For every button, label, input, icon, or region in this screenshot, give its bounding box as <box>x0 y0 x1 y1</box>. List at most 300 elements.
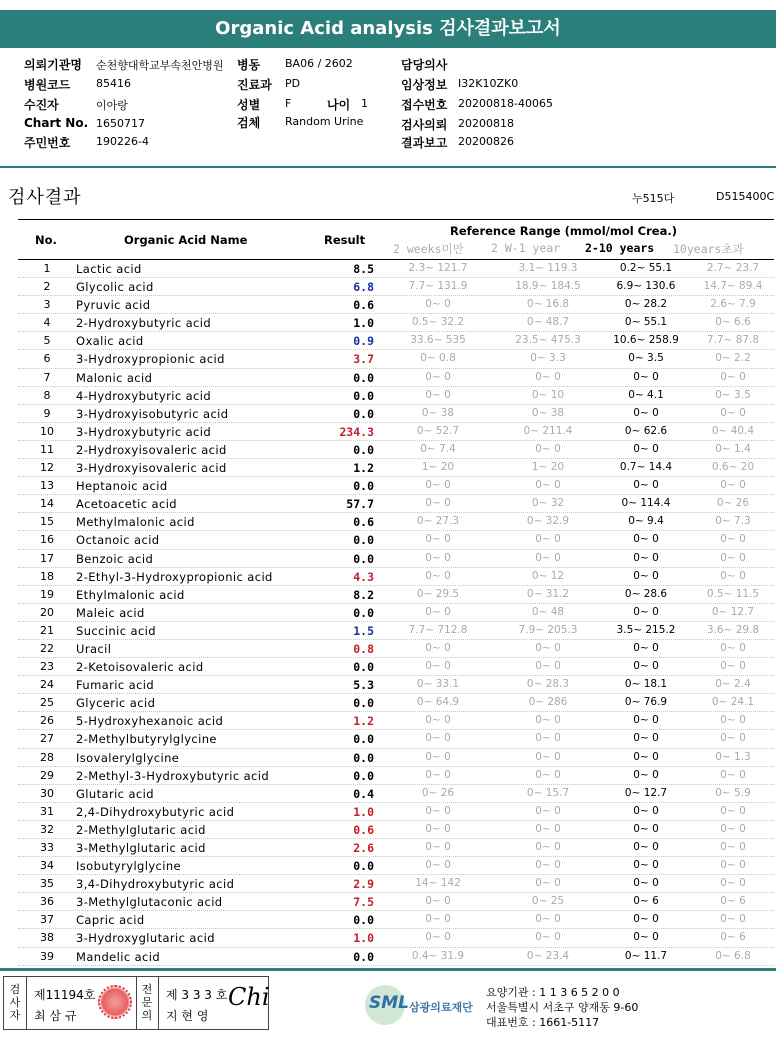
table-row <box>18 477 774 495</box>
tester-label: 검사자 <box>9 983 21 1022</box>
ward-label: 병동 <box>237 58 261 72</box>
table-row <box>18 767 774 785</box>
receipt-label: 접수번호 <box>401 98 448 112</box>
result-value: 2.6 <box>353 841 374 855</box>
ref-under-2w: 0~ 0 <box>425 497 451 510</box>
ref-over-10y: 0~ 3.5 <box>715 388 751 401</box>
row-no: 11 <box>40 442 54 456</box>
ref-2w-1y: 0~ 0 <box>535 859 561 872</box>
ref-under-2w: 33.6~ 535 <box>410 334 466 347</box>
ref-2-10y: 0~ 55.1 <box>624 316 668 329</box>
ref-2-10y: 0~ 0 <box>633 370 659 383</box>
ref-over-10y: 0~ 6.6 <box>715 316 751 329</box>
result-value: 0.0 <box>353 388 374 403</box>
result-value: 1.0 <box>353 931 374 946</box>
table-row <box>18 640 774 658</box>
table-row <box>18 911 774 929</box>
ref-2w-1y: 0~ 3.3 <box>530 352 566 365</box>
ref-2w-1y: 0~ 28.3 <box>526 678 570 691</box>
ref-under-2w: 0~ 0 <box>425 298 451 311</box>
ref-under-2w: 0~ 52.7 <box>416 424 460 437</box>
ref-2-10y: 0~ 114.4 <box>621 497 671 510</box>
col-name: Organic Acid Name <box>124 233 248 247</box>
row-no: 25 <box>40 696 54 710</box>
section-title: 검사결과 <box>8 187 82 208</box>
chart-value: 1650717 <box>96 117 145 130</box>
ref-2w-1y: 0~ 0 <box>535 370 561 383</box>
ref-under-2w: 0~ 29.5 <box>416 587 460 600</box>
patient-value: 이아랑 <box>96 99 128 112</box>
result-value: 234.3 <box>339 424 374 439</box>
acid-name: 2-Methylbutyrylglycine <box>76 732 217 747</box>
ref-under-2w: 0~ 0 <box>425 859 451 872</box>
official-seal <box>98 985 132 1019</box>
row-no: 32 <box>40 822 54 836</box>
ref-under-2w: 0~ 0 <box>425 533 451 546</box>
row-no: 23 <box>40 660 54 674</box>
result-value: 0.6 <box>353 515 374 530</box>
acid-name: 4-Hydroxybutyric acid <box>76 388 212 403</box>
row-no: 24 <box>40 678 54 692</box>
header-divider <box>0 166 776 168</box>
report-value: 20200826 <box>458 135 514 148</box>
table-row <box>18 803 774 821</box>
ref-2w-1y: 0~ 32 <box>531 497 565 510</box>
table-row <box>18 857 774 875</box>
acid-name: Mandelic acid <box>76 949 161 964</box>
table-row <box>18 568 774 586</box>
table-row <box>18 387 774 405</box>
ref-2-10y: 0~ 0 <box>633 877 659 890</box>
age-label: 나이 <box>327 98 351 112</box>
acid-name: 3-Methylglutaric acid <box>76 841 206 855</box>
ref-2-10y: 0~ 28.2 <box>624 298 668 311</box>
row-no: 28 <box>40 750 54 764</box>
result-value: 8.2 <box>353 587 374 602</box>
ref-over-10y: 0~ 0 <box>720 533 746 546</box>
table-row <box>18 694 774 712</box>
ref-2-10y: 0~ 0 <box>633 569 659 582</box>
row-no: 9 <box>43 406 51 420</box>
row-no: 18 <box>40 569 54 583</box>
table-row <box>18 531 774 549</box>
acid-name: Acetoacetic acid <box>76 497 177 512</box>
ref-2-10y: 3.5~ 215.2 <box>616 623 676 636</box>
ref-2w-1y: 0~ 0 <box>535 750 561 763</box>
ref-under-2w: 0~ 0 <box>425 605 451 618</box>
ref-over-10y: 0~ 0 <box>720 804 746 817</box>
result-value: 0.9 <box>353 334 374 349</box>
row-no: 17 <box>40 551 54 565</box>
acid-name: 3-Methylglutaconic acid <box>76 895 223 910</box>
row-no: 2 <box>43 280 51 294</box>
ref-under-2w: 7.7~ 131.9 <box>408 280 468 293</box>
ref-2-10y: 0~ 0 <box>633 750 659 763</box>
row-no: 21 <box>40 623 54 637</box>
table-row <box>18 730 774 748</box>
ref-under-2w: 14~ 142 <box>415 877 461 890</box>
ref-2-10y: 0~ 12.7 <box>624 786 668 799</box>
result-value: 1.0 <box>353 316 374 331</box>
result-value: 0.0 <box>353 605 374 620</box>
ref-over-10y: 0~ 1.4 <box>715 442 751 455</box>
result-value: 0.0 <box>353 750 374 765</box>
col-ref-4: 10years초과 <box>673 242 744 256</box>
table-row <box>18 423 774 441</box>
patient-label: 수진자 <box>24 98 59 112</box>
row-no: 39 <box>40 949 54 963</box>
ref-over-10y: 0.6~ 20 <box>711 461 755 474</box>
result-value: 5.3 <box>353 678 374 693</box>
specialist-name: 지 현 영 <box>166 1009 209 1023</box>
clinical-label: 임상정보 <box>401 78 448 92</box>
sig-divider <box>158 977 159 1029</box>
ref-over-10y: 0~ 0 <box>720 714 746 727</box>
hospital-code-label: 병원코드 <box>24 78 71 92</box>
tester-no: 제11194호 <box>34 988 96 1002</box>
ref-2w-1y: 0~ 25 <box>531 895 565 908</box>
footer-divider <box>0 968 776 971</box>
ref-2-10y: 0~ 0 <box>633 660 659 673</box>
ref-2w-1y: 0~ 0 <box>535 768 561 781</box>
ref-2-10y: 0~ 0 <box>633 841 659 853</box>
ref-2w-1y: 18.9~ 184.5 <box>515 280 581 293</box>
row-no: 3 <box>43 298 51 312</box>
ref-2-10y: 0~ 0 <box>633 533 659 546</box>
table-row <box>18 893 774 911</box>
ref-over-10y: 2.6~ 7.9 <box>710 298 756 311</box>
result-value: 0.0 <box>353 479 374 494</box>
table-row <box>18 260 774 278</box>
ref-2w-1y: 0~ 0 <box>535 533 561 546</box>
acid-name: 2-Ethyl-3-Hydroxypropionic acid <box>76 569 273 584</box>
ref-over-10y: 0~ 0 <box>720 859 746 872</box>
acid-name: Pyruvic acid <box>76 298 151 313</box>
table-row <box>18 622 774 640</box>
sex-value: F <box>285 97 292 110</box>
phone: 대표번호 : 1661-5117 <box>486 1016 600 1029</box>
specialist-no: 제 3 3 3 호 <box>166 988 228 1002</box>
row-no: 16 <box>40 533 54 547</box>
ref-over-10y: 0~ 24.1 <box>711 696 755 709</box>
acid-name: Malonic acid <box>76 370 153 385</box>
ref-over-10y: 0~ 0 <box>720 406 746 419</box>
ref-2w-1y: 0~ 48 <box>531 605 565 618</box>
row-no: 20 <box>40 605 54 619</box>
row-no: 29 <box>40 768 54 782</box>
acid-name: 3-Hydroxyglutaric acid <box>76 931 215 946</box>
resident-value: 190226-4 <box>96 135 149 148</box>
result-value: 0.0 <box>353 406 374 421</box>
ref-2w-1y: 0~ 23.4 <box>526 949 570 962</box>
clinical-value: I32K10ZK0 <box>458 77 519 90</box>
ref-2-10y: 0~ 0 <box>633 442 659 455</box>
ref-over-10y: 0~ 0 <box>720 913 746 926</box>
result-value: 0.0 <box>353 913 374 928</box>
logo-text: SML <box>369 993 409 1013</box>
row-no: 37 <box>40 913 54 927</box>
acid-name: Isovalerylglycine <box>76 750 180 765</box>
ref-under-2w: 0~ 0 <box>425 931 451 944</box>
acid-name: Maleic acid <box>76 605 145 620</box>
acid-name: Lactic acid <box>76 262 142 276</box>
ref-over-10y: 0~ 2.2 <box>715 352 751 365</box>
table-row <box>18 785 774 803</box>
ref-2w-1y: 0~ 0 <box>535 841 561 853</box>
table-row <box>18 278 774 296</box>
report-title: Organic Acid analysis 검사결과보고서 <box>0 10 776 48</box>
ref-2w-1y: 0~ 0 <box>535 804 561 817</box>
row-no: 14 <box>40 497 54 511</box>
table-row <box>18 405 774 423</box>
acid-name: Heptanoic acid <box>76 479 168 494</box>
table-row <box>18 495 774 513</box>
ref-over-10y: 0~ 0 <box>720 641 746 654</box>
ref-under-2w: 0~ 0 <box>425 714 451 727</box>
ref-under-2w: 0~ 0 <box>425 660 451 673</box>
row-no: 13 <box>40 479 54 493</box>
table-row <box>18 369 774 387</box>
col-ref-3: 2-10 years <box>585 241 655 255</box>
ref-2-10y: 0~ 62.6 <box>624 424 668 437</box>
ref-2w-1y: 0~ 0 <box>535 551 561 564</box>
result-value: 0.0 <box>353 696 374 711</box>
ref-2-10y: 0~ 18.1 <box>624 678 668 691</box>
acid-name: 2-Hydroxyisovaleric acid <box>76 442 227 457</box>
ref-2-10y: 0~ 0 <box>633 768 659 781</box>
ref-under-2w: 0~ 0 <box>425 641 451 654</box>
specimen-label: 검체 <box>237 116 261 130</box>
ref-over-10y: 2.7~ 23.7 <box>706 262 760 274</box>
table-row <box>18 712 774 730</box>
result-value: 0.0 <box>353 660 374 675</box>
row-no: 38 <box>40 931 54 945</box>
hospital-code-value: 85416 <box>96 77 131 90</box>
ref-2-10y: 0~ 11.7 <box>624 949 668 962</box>
acid-name: 3-Hydroxyisovaleric acid <box>76 461 227 476</box>
row-no: 15 <box>40 515 54 529</box>
dept-label: 진료과 <box>237 78 272 92</box>
acid-name: 3-Hydroxypropionic acid <box>76 352 225 367</box>
org-code: 요양기관 : 1 1 3 6 5 2 0 0 <box>486 986 620 999</box>
ref-over-10y: 7.7~ 87.8 <box>706 334 760 347</box>
ref-2-10y: 0~ 3.5 <box>628 352 664 365</box>
acid-name: Capric acid <box>76 913 145 928</box>
address: 서울특별시 서초구 양재동 9-60 <box>486 1001 639 1014</box>
logo-name: 삼광의료재단 <box>409 1001 473 1014</box>
table-row <box>18 948 774 966</box>
code-a: 누515다 <box>632 192 675 205</box>
table-row <box>18 658 774 676</box>
ref-over-10y: 0~ 2.4 <box>715 678 751 691</box>
acid-name: Benzoic acid <box>76 551 154 566</box>
ref-2-10y: 10.6~ 258.9 <box>613 334 679 347</box>
row-no: 36 <box>40 895 54 909</box>
acid-name: 3-Hydroxybutyric acid <box>76 424 212 439</box>
ref-under-2w: 0~ 0.8 <box>420 352 456 365</box>
ref-under-2w: 0~ 0 <box>425 569 451 582</box>
result-value: 1.2 <box>353 714 374 729</box>
result-table <box>18 260 774 966</box>
ref-2w-1y: 0~ 32.9 <box>526 515 570 528</box>
table-row <box>18 513 774 531</box>
ref-under-2w: 0~ 27.3 <box>416 515 460 528</box>
ref-under-2w: 0~ 7.4 <box>420 442 456 455</box>
ref-2-10y: 0.2~ 55.1 <box>619 262 673 274</box>
result-value: 0.0 <box>353 949 374 964</box>
result-value: 0.6 <box>353 822 374 837</box>
ref-under-2w: 0~ 0 <box>425 479 451 492</box>
ref-over-10y: 0~ 0 <box>720 877 746 890</box>
specimen-value: Random Urine <box>285 115 364 128</box>
table-row <box>18 586 774 604</box>
ref-2-10y: 6.9~ 130.6 <box>616 280 676 293</box>
row-no: 4 <box>43 316 51 330</box>
tester-name: 최 삼 규 <box>34 1009 77 1023</box>
ref-2-10y: 0~ 0 <box>633 714 659 727</box>
result-value: 0.0 <box>353 533 374 548</box>
acid-name: Methylmalonic acid <box>76 515 195 530</box>
ref-2-10y: 0~ 0 <box>633 913 659 926</box>
ref-over-10y: 0~ 6 <box>720 895 746 908</box>
ref-over-10y: 0~ 7.3 <box>715 515 751 528</box>
receipt-value: 20200818-40065 <box>458 97 553 110</box>
table-row <box>18 839 774 857</box>
acid-name: 2-Methyl-3-Hydroxybutyric acid <box>76 768 270 783</box>
row-no: 7 <box>43 370 51 384</box>
acid-name: Glycolic acid <box>76 280 154 295</box>
ref-over-10y: 0~ 12.7 <box>711 605 755 618</box>
table-top-line <box>18 219 774 220</box>
table-row <box>18 929 774 947</box>
ref-over-10y: 0~ 6 <box>720 931 746 944</box>
acid-name: 5-Hydroxyhexanoic acid <box>76 714 224 729</box>
acid-name: Isobutyrylglycine <box>76 859 182 874</box>
table-row <box>18 314 774 332</box>
table-row <box>18 676 774 694</box>
result-value: 0.0 <box>353 859 374 874</box>
table-row <box>18 296 774 314</box>
col-ref-title: Reference Range (mmol/mol Crea.) <box>450 224 677 238</box>
ref-2w-1y: 3.1~ 119.3 <box>518 262 578 274</box>
acid-name: Fumaric acid <box>76 678 155 693</box>
ref-2w-1y: 0~ 16.8 <box>526 298 570 311</box>
result-value: 7.5 <box>353 895 374 910</box>
ref-2-10y: 0~ 0 <box>633 605 659 618</box>
ref-over-10y: 3.6~ 29.8 <box>706 623 760 636</box>
ref-over-10y: 0~ 0 <box>720 370 746 383</box>
result-value: 2.9 <box>353 877 374 892</box>
table-row <box>18 875 774 893</box>
ref-2w-1y: 0~ 0 <box>535 913 561 926</box>
result-value: 3.7 <box>353 352 374 367</box>
ref-under-2w: 0~ 0 <box>425 913 451 926</box>
result-value: 1.5 <box>353 623 374 638</box>
code-b: D515400C <box>716 190 775 203</box>
ref-under-2w: 0~ 0 <box>425 841 451 853</box>
result-value: 0.6 <box>353 298 374 313</box>
ref-under-2w: 0~ 0 <box>425 370 451 383</box>
table-row <box>18 441 774 459</box>
row-no: 1 <box>43 262 51 275</box>
table-row <box>18 459 774 477</box>
result-value: 0.0 <box>353 551 374 566</box>
result-value: 6.8 <box>353 280 374 295</box>
dept-value: PD <box>285 77 301 90</box>
acid-name: 2,4-Dihydroxybutyric acid <box>76 804 235 819</box>
row-no: 19 <box>40 587 54 601</box>
acid-name: 2-Hydroxybutyric acid <box>76 316 212 331</box>
row-no: 10 <box>40 424 54 438</box>
result-value: 0.0 <box>353 768 374 783</box>
ref-under-2w: 0~ 0 <box>425 768 451 781</box>
ref-2w-1y: 0~ 211.4 <box>523 424 573 437</box>
sig-divider <box>26 977 27 1029</box>
acid-name: 2-Ketoisovaleric acid <box>76 660 204 675</box>
ref-2-10y: 0~ 0 <box>633 406 659 419</box>
ref-2w-1y: 0~ 0 <box>535 641 561 654</box>
acid-name: Octanoic acid <box>76 533 160 548</box>
row-no: 35 <box>40 877 54 891</box>
ref-2-10y: 0~ 76.9 <box>624 696 668 709</box>
table-row <box>18 350 774 368</box>
col-ref-2: 2 W-1 year <box>491 241 561 255</box>
ward-value: BA06 / 2602 <box>285 57 353 70</box>
ref-under-2w: 0.4~ 31.9 <box>411 949 465 962</box>
ref-2-10y: 0~ 0 <box>633 479 659 492</box>
ref-2-10y: 0~ 0 <box>633 551 659 564</box>
ref-over-10y: 0.5~ 11.5 <box>706 587 760 600</box>
signature-box <box>3 976 269 1030</box>
row-no: 22 <box>40 641 54 655</box>
ref-under-2w: 0~ 38 <box>421 406 455 419</box>
ref-2w-1y: 0~ 286 <box>528 696 568 709</box>
ref-under-2w: 0~ 0 <box>425 551 451 564</box>
acid-name: Glyceric acid <box>76 696 156 711</box>
ref-2w-1y: 0~ 15.7 <box>526 786 570 799</box>
ref-over-10y: 0~ 0 <box>720 841 746 853</box>
request-label: 검사의뢰 <box>401 118 448 132</box>
row-no: 31 <box>40 804 54 818</box>
acid-name: Glutaric acid <box>76 786 154 801</box>
ref-under-2w: 0~ 0 <box>425 804 451 817</box>
ref-2-10y: 0.7~ 14.4 <box>619 461 673 474</box>
ref-under-2w: 0.5~ 32.2 <box>411 316 465 329</box>
ref-2w-1y: 0~ 0 <box>535 732 561 745</box>
result-value: 4.3 <box>353 569 374 584</box>
sig-divider <box>136 977 137 1029</box>
ref-2w-1y: 0~ 31.2 <box>526 587 570 600</box>
ref-under-2w: 0~ 0 <box>425 895 451 908</box>
ref-2-10y: 0~ 0 <box>633 822 659 835</box>
institution-label: 의뢰기관명 <box>24 58 82 72</box>
ref-2-10y: 0~ 0 <box>633 859 659 872</box>
report-label: 결과보고 <box>401 136 448 150</box>
ref-over-10y: 0~ 0 <box>720 569 746 582</box>
resident-label: 주민번호 <box>24 136 71 150</box>
ref-2w-1y: 0~ 0 <box>535 479 561 492</box>
ref-2-10y: 0~ 9.4 <box>628 515 664 528</box>
row-no: 8 <box>43 388 51 402</box>
ref-over-10y: 0~ 26 <box>716 497 750 510</box>
ref-2w-1y: 0~ 10 <box>531 388 565 401</box>
ref-2w-1y: 7.9~ 205.3 <box>518 623 578 636</box>
col-no: No. <box>35 233 57 247</box>
ref-2-10y: 0~ 4.1 <box>628 388 664 401</box>
row-no: 27 <box>40 732 54 746</box>
row-no: 30 <box>40 786 54 800</box>
ref-under-2w: 0~ 0 <box>425 388 451 401</box>
